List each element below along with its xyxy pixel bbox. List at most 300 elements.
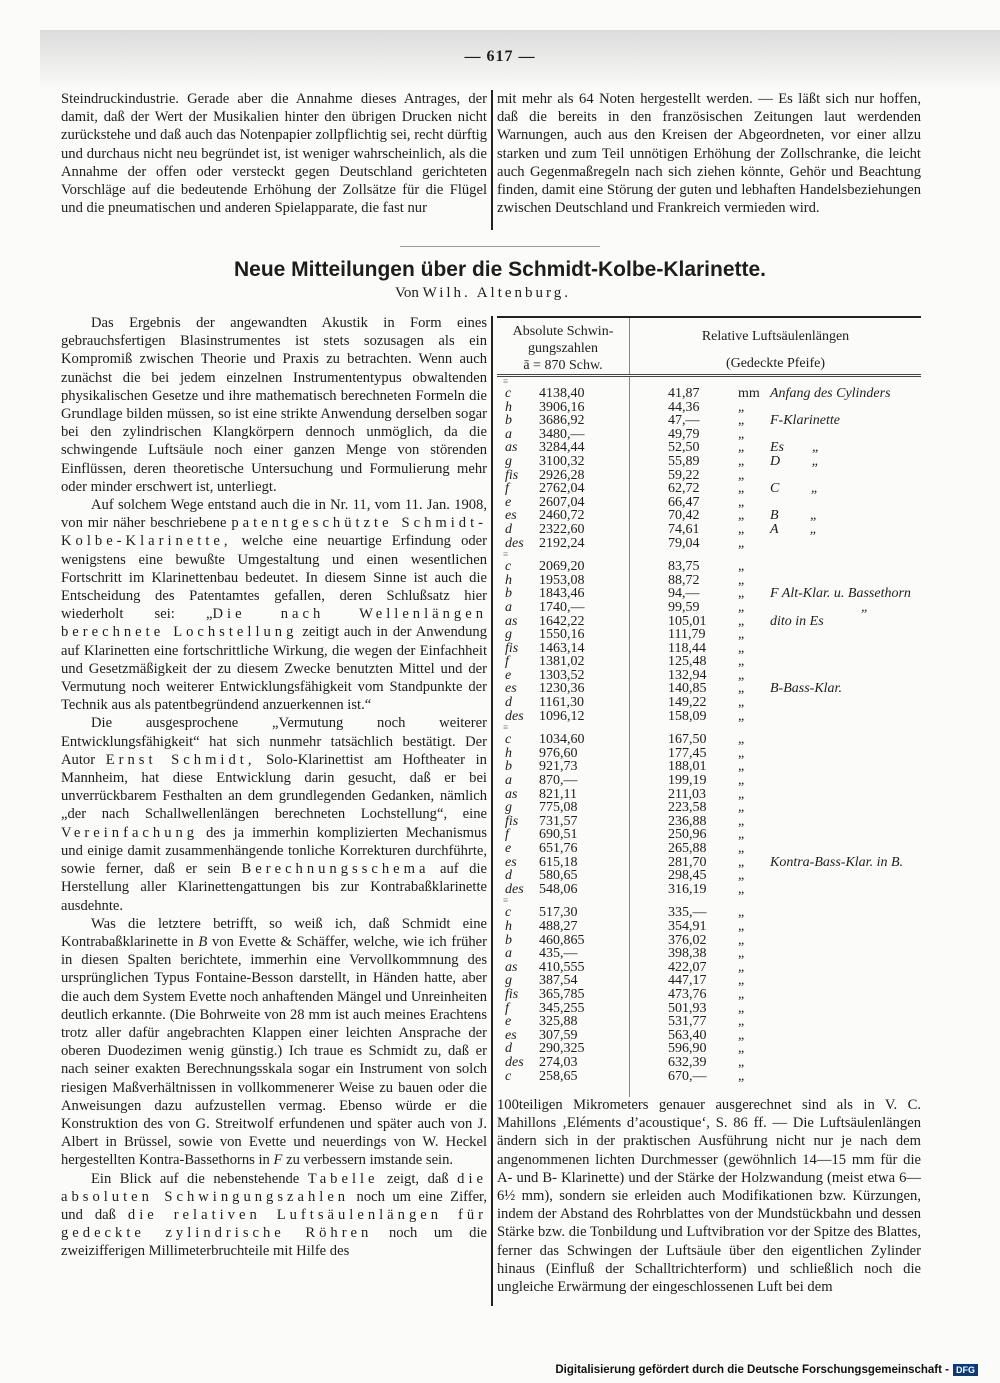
digitization-footer xyxy=(555,1364,978,1376)
cell-len: 398,38 xyxy=(668,946,707,962)
table-row xyxy=(497,587,921,601)
table-row xyxy=(497,1015,921,1029)
header-absolute-frequencies: Absolute Schwin- gungszahlen ā = 870 Schw. xyxy=(497,318,630,374)
cell-unit: „ xyxy=(738,959,745,975)
table-row xyxy=(497,801,921,815)
dfg-logo: DFG xyxy=(953,1364,978,1376)
cell-freq: 3686,92 xyxy=(539,413,585,429)
column-divider-top xyxy=(491,90,493,230)
cell-note: as xyxy=(505,959,518,975)
table-row xyxy=(497,733,921,747)
cell-len: 49,79 xyxy=(668,426,700,442)
cell-remark xyxy=(764,669,770,683)
cell-unit: „ xyxy=(738,759,745,775)
cell-remark xyxy=(764,1029,770,1043)
cell-unit: „ xyxy=(738,440,745,456)
cell-note: f xyxy=(505,1000,509,1016)
cell-unit: „ xyxy=(738,613,745,629)
cell-unit: „ xyxy=(738,773,745,789)
table-row xyxy=(497,974,921,988)
top-left-column xyxy=(61,90,487,217)
cell-freq: 325,88 xyxy=(539,1014,578,1030)
cell-note: c xyxy=(505,386,512,401)
cell-len: 111,79 xyxy=(668,627,706,643)
cell-freq: 387,54 xyxy=(539,973,578,989)
paragraph-2: Auf solchem Wege entstand auch die in Nr. 11, vom 11. Jan. 1908, von mir näher beschriebene patentgeschützte Schmidt-Kolbe-Klarinette, welche eine neuartige Erfindung oder wenigstens eine bewußte Umgestaltung und einen wesentlichen Fortschritt im Klarinettenbau bedeutet. In diesem Sinne ist auch die Entscheidung des Patentamtes gefallen, deren Schlußsatz hier wiederholt sei: „Die nach Wellenlängen berechnete Lochstellung zeitigt auch in der Anwendung auf Klarinetten eine fortschrittliche Wirkung, die wegen der Einfachheit und Gesetzmäßigkeit der zu diesem Zwecke benutzten Mittel und der Vermutung noch weiterer Entwicklungsfähigkeit vom Standpunkte der Technik aus als patentbegründend anzuerkennen ist.“ xyxy=(61,497,487,714)
cell-note: as xyxy=(505,440,518,456)
article-separator xyxy=(400,246,600,247)
footer-text: Digitalisierung gefördert durch die Deutsche Forschungsgemeinschaft - xyxy=(555,1364,949,1376)
octave-group xyxy=(497,377,921,550)
cell-freq: 1550,16 xyxy=(539,627,585,643)
cell-unit: „ xyxy=(738,732,745,748)
cell-remark xyxy=(764,934,770,948)
cell-unit: „ xyxy=(738,918,745,934)
cell-remark: D „ xyxy=(770,453,820,469)
cell-remark xyxy=(764,560,770,574)
table-row xyxy=(497,920,921,934)
table-row xyxy=(497,747,921,761)
cell-unit: „ xyxy=(738,535,745,551)
cell-remark: F Alt-Klar. u. Bassethorn xyxy=(770,586,911,602)
cell-unit: „ xyxy=(738,494,745,510)
cell-freq: 580,65 xyxy=(539,868,578,884)
cell-unit: „ xyxy=(738,521,745,537)
octave-group xyxy=(497,550,921,723)
cell-unit: „ xyxy=(738,986,745,1002)
cell-len: 125,48 xyxy=(668,654,707,670)
cell-remark xyxy=(764,920,770,934)
cell-unit: mm xyxy=(738,386,760,401)
octave-mark: ≡ xyxy=(503,549,509,560)
cell-freq: 307,59 xyxy=(539,1027,578,1043)
cell-remark xyxy=(764,988,770,1002)
cell-remark xyxy=(764,1056,770,1070)
table-row xyxy=(497,601,921,615)
cell-freq: 4138,40 xyxy=(539,386,585,401)
cell-remark xyxy=(764,974,770,988)
cell-remark: „ xyxy=(770,599,869,615)
table-row xyxy=(497,788,921,802)
cell-unit: „ xyxy=(738,467,745,483)
cell-remark xyxy=(764,1015,770,1029)
article-right-continuation xyxy=(497,1096,921,1296)
cell-freq: 1303,52 xyxy=(539,667,585,683)
cell-freq: 731,57 xyxy=(539,813,578,829)
table-row xyxy=(497,387,921,401)
cell-unit: „ xyxy=(738,627,745,643)
article-byline xyxy=(395,285,571,302)
cell-len: 79,04 xyxy=(668,535,700,551)
cell-remark xyxy=(764,428,770,442)
cell-remark: B „ xyxy=(770,508,818,524)
cell-remark xyxy=(764,883,770,897)
cell-freq: 921,73 xyxy=(539,759,578,775)
table-row xyxy=(497,496,921,510)
byline-prefix: Von xyxy=(395,285,419,301)
cell-note: d xyxy=(505,1041,512,1057)
cell-note: b xyxy=(505,413,512,429)
table-row xyxy=(497,696,921,710)
cell-freq: 821,11 xyxy=(539,786,577,802)
cell-len: 55,89 xyxy=(668,453,700,469)
cell-freq: 2322,60 xyxy=(539,521,585,537)
cell-note: f xyxy=(505,827,509,843)
cell-note: fis xyxy=(505,467,519,483)
cell-note: e xyxy=(505,1014,512,1030)
cell-freq: 290,325 xyxy=(539,1041,585,1057)
cell-note: g xyxy=(505,973,512,989)
cell-len: 632,39 xyxy=(668,1054,707,1070)
octave-group xyxy=(497,723,921,896)
cell-note: d xyxy=(505,695,512,711)
cell-freq: 1642,22 xyxy=(539,613,585,629)
cell-note: f xyxy=(505,654,509,670)
table-row xyxy=(497,628,921,642)
cell-note: des xyxy=(505,881,524,897)
table-row xyxy=(497,682,921,696)
table-row xyxy=(497,509,921,523)
cell-len: 596,90 xyxy=(668,1041,707,1057)
cell-note: es xyxy=(505,508,517,524)
cell-note: c xyxy=(505,559,512,575)
cell-len: 236,88 xyxy=(668,813,707,829)
cell-freq: 615,18 xyxy=(539,854,578,870)
table-row xyxy=(497,414,921,428)
cell-freq: 2069,20 xyxy=(539,559,585,575)
cell-unit: „ xyxy=(738,932,745,948)
cell-freq: 1843,46 xyxy=(539,586,585,602)
cell-remark: Kontra-Bass-Klar. in B. xyxy=(770,854,904,870)
paragraph-5: Ein Blick auf die nebenstehende Tabelle zeigt, daß die absoluten Schwingungszahlen noch um eine Ziffer, und daß die relativen Luftsäulenlängen für gedeckte zylindrische Röhren noch um die zweizifferigen Millimeterbruchteile mit Hilfe des xyxy=(61,1170,487,1260)
article-left-column xyxy=(61,314,487,1261)
table-row xyxy=(497,1070,921,1084)
cell-remark xyxy=(764,961,770,975)
cell-len: 47,— xyxy=(668,413,700,429)
cell-len: 563,40 xyxy=(668,1027,707,1043)
cell-note: a xyxy=(505,599,512,615)
cell-len: 41,87 xyxy=(668,386,700,401)
cell-note: b xyxy=(505,759,512,775)
cell-freq: 1953,08 xyxy=(539,572,585,588)
cell-note: es xyxy=(505,681,517,697)
cell-remark xyxy=(764,801,770,815)
paragraph-3: Die ausgesprochene „Vermutung noch weiterer Entwicklungsfähigkeit“ hat sich nunmehr tatsächlich bestätigt. Der Autor Ernst Schmidt, Solo-Klarinettist am Hoftheater in Mannheim, hat diese Entwicklung darin gesucht, daß er bei unverrückbarem Festhalten an dem grundlegenden Gedanken, nämlich „der nach Schallwellenlängen berechneten Lochstellung“, eine Vereinfachung des ja immerhin komplizierten Mechanismus und einige damit zusammenhängende tonliche Korrekturen durchführte, sowie ferner, daß er sein Berechnungsschema auf die Herstellung aller Klarinettengattungen bis zur Kontrabaßklarinette ausdehnte. xyxy=(61,715,487,914)
continuation-text: 100teiligen Mikrometers genauer ausgerechnet sind als in V. C. Mahillons ‚Eléments d’acoustique‘, S. 86 ff. — Die Luftsäulenlängen ändern sich in der praktischen Ausführung nicht nur je nach dem angenommenen lichten Durchmesser (gewöhnlich 14—15 mm für die A- und B- Klarinette) und der Stärke der Holzwandung (meist etwa 6—6½ mm), sondern sie erleiden auch Modifikationen bzw. Kürzungen, indem der Abstand des Rohrblattes von der Mundstückbahn und dessen Stärke bzw. die Tonbildung und Luftvibration vor der Spitze des Blattes, ferner das Schwingen der Luftsäule über den eigentlichen Zylinder hinaus (Einfluß der Schalltrichterform) und schließlich noch die ungleiche Erwärmung der eingeschlossenen Luft bei dem xyxy=(497,1097,921,1296)
cell-unit: „ xyxy=(738,413,745,429)
cell-len: 62,72 xyxy=(668,481,700,497)
table-row xyxy=(497,906,921,920)
cell-remark xyxy=(764,774,770,788)
cell-len: 501,93 xyxy=(668,1000,707,1016)
cell-freq: 517,30 xyxy=(539,905,578,921)
cell-note: fis xyxy=(505,986,519,1002)
table-row xyxy=(497,934,921,948)
cell-unit: „ xyxy=(738,640,745,656)
table-row xyxy=(497,988,921,1002)
table-row xyxy=(497,947,921,961)
cell-freq: 1161,30 xyxy=(539,695,584,711)
cell-freq: 1230,36 xyxy=(539,681,585,697)
cell-len: 83,75 xyxy=(668,559,700,575)
cell-len: 149,22 xyxy=(668,695,707,711)
cell-len: 211,03 xyxy=(668,786,706,802)
cell-unit: „ xyxy=(738,1000,745,1016)
cell-freq: 274,03 xyxy=(539,1054,578,1070)
article-title: Neue Mitteilungen über die Schmidt-Kolbe-Klarinette. xyxy=(233,258,767,281)
cell-len: 199,19 xyxy=(668,773,707,789)
cell-freq: 1096,12 xyxy=(539,708,585,724)
cell-remark: Es „ xyxy=(770,440,820,456)
cell-remark xyxy=(764,537,770,551)
cell-remark xyxy=(764,655,770,669)
cell-remark xyxy=(764,788,770,802)
cell-unit: „ xyxy=(738,868,745,884)
table-row xyxy=(497,815,921,829)
cell-freq: 3100,32 xyxy=(539,453,585,469)
cell-len: 105,01 xyxy=(668,613,707,629)
cell-note: c xyxy=(505,732,512,748)
cell-remark: Anfang des Cylinders xyxy=(770,386,891,401)
octave-mark: ≡ xyxy=(503,895,509,906)
table-row xyxy=(497,642,921,656)
byline-author: Wilh. Altenburg. xyxy=(422,285,572,301)
cell-note: fis xyxy=(505,813,519,829)
cell-len: 316,19 xyxy=(668,881,707,897)
table-row xyxy=(497,441,921,455)
cell-freq: 460,865 xyxy=(539,932,585,948)
cell-note: h xyxy=(505,572,512,588)
cell-note: g xyxy=(505,800,512,816)
cell-len: 88,72 xyxy=(668,572,700,588)
cell-note: e xyxy=(505,494,512,510)
cell-freq: 2607,04 xyxy=(539,494,585,510)
cell-unit: „ xyxy=(738,1068,745,1084)
table-row xyxy=(497,537,921,551)
cell-freq: 2192,24 xyxy=(539,535,585,551)
cell-note: d xyxy=(505,868,512,884)
cell-unit: „ xyxy=(738,654,745,670)
table-row xyxy=(497,1002,921,1016)
cell-len: 670,— xyxy=(668,1068,707,1084)
cell-unit: „ xyxy=(738,695,745,711)
cell-remark: dito in Es xyxy=(770,613,824,629)
table-row xyxy=(497,560,921,574)
cell-freq: 775,08 xyxy=(539,800,578,816)
cell-note: h xyxy=(505,918,512,934)
cell-note: a xyxy=(505,946,512,962)
table-body xyxy=(497,377,921,1083)
cell-note: b xyxy=(505,932,512,948)
cell-freq: 1740,— xyxy=(539,599,585,615)
table-row xyxy=(497,842,921,856)
cell-remark xyxy=(764,496,770,510)
cell-unit: „ xyxy=(738,813,745,829)
cell-freq: 2460,72 xyxy=(539,508,585,524)
cell-len: 52,50 xyxy=(668,440,700,456)
cell-remark xyxy=(764,1042,770,1056)
header-relative-lengths: Relative Luftsäulenlängen (Gedeckte Pfeife) xyxy=(701,329,850,371)
cell-note: as xyxy=(505,613,518,629)
cell-remark: A „ xyxy=(770,521,818,537)
cell-note: fis xyxy=(505,640,519,656)
cell-remark xyxy=(764,642,770,656)
cell-len: 70,42 xyxy=(668,508,700,524)
cell-len: 99,59 xyxy=(668,599,700,615)
cell-len: 118,44 xyxy=(668,640,706,656)
cell-len: 298,45 xyxy=(668,868,707,884)
table-row xyxy=(497,655,921,669)
cell-remark xyxy=(764,469,770,483)
octave-mark: ≡ xyxy=(503,376,509,386)
column-divider-main xyxy=(491,316,493,1306)
cell-note: des xyxy=(505,535,524,551)
cell-note: des xyxy=(505,1054,524,1070)
cell-unit: „ xyxy=(738,800,745,816)
cell-remark xyxy=(764,574,770,588)
table-row xyxy=(497,1042,921,1056)
cell-remark xyxy=(764,747,770,761)
cell-remark xyxy=(764,628,770,642)
cell-unit: „ xyxy=(738,599,745,615)
cell-note: c xyxy=(505,905,512,921)
cell-note: e xyxy=(505,841,512,856)
cell-unit: „ xyxy=(738,1054,745,1070)
cell-note: h xyxy=(505,745,512,761)
cell-unit: „ xyxy=(738,453,745,469)
table-row xyxy=(497,1029,921,1043)
table-row xyxy=(497,523,921,537)
cell-freq: 2926,28 xyxy=(539,467,585,483)
cell-freq: 3906,16 xyxy=(539,399,585,415)
cell-len: 167,50 xyxy=(668,732,707,748)
cell-unit: „ xyxy=(738,586,745,602)
cell-freq: 1381,02 xyxy=(539,654,585,670)
cell-unit: „ xyxy=(738,946,745,962)
table-row xyxy=(497,774,921,788)
cell-unit: „ xyxy=(738,1027,745,1043)
paragraph-1: Das Ergebnis der angewandten Akustik in Form eines gebrauchsfertigen Blasinstrumentes ist stets sozusagen als ein Kompromiß zwischen Theorie und Praxis zu betrachten. Wenn auch zunächst die bei jedem einzelnen Instrumententypus obwaltenden physikalischen Gesetze und ihre mathematisch berechneten Formeln die Grundlage bilden müssen, so ist eine strikte Anwendung derselben sogar bei den zylindrischen Klangkörpern dennoch unmöglich, da die schwingende Luftsäule noch einer ganzen Menge von störenden Einflüssen, deren theoretische Untersuchung und Formulierung mehr oder minder erschwert ist, unterliegt. xyxy=(61,315,487,495)
cell-remark xyxy=(764,828,770,842)
cell-len: 335,— xyxy=(668,905,707,921)
cell-len: 250,96 xyxy=(668,827,707,843)
cell-remark: F-Klarinette xyxy=(770,413,840,429)
cell-freq: 258,65 xyxy=(539,1068,578,1084)
cell-note: c xyxy=(505,1068,512,1084)
cell-len: 473,76 xyxy=(668,986,707,1002)
cell-unit: „ xyxy=(738,827,745,843)
cell-note: es xyxy=(505,854,517,870)
cell-freq: 3480,— xyxy=(539,426,585,442)
cell-note: h xyxy=(505,399,512,415)
cell-len: 158,09 xyxy=(668,708,707,724)
cell-unit: „ xyxy=(738,399,745,415)
paragraph-4: Was die letztere betrifft, so weiß ich, daß Schmidt eine Kontrabaßklarinette in B von Evette & Schäffer, welche, wie ich früher in diesen Spalten berichtete, immerhin eine Vervollkommnung des ursprünglichen Typus Fontaine-Besson darstellt, in Händen hatte, aber die auch dem System Evette noch anhaftenden Mängel und Unreinheiten deutlich erkannte. (Die Bohrweite von 28 mm ist auch meines Erachtens trotz aller dafür angebrachten Klappen einer leichten Ansprache der oberen Duodezimen wenig günstig.) Ich traue es Schmidt zu, daß er nach seiner exakten Berechnungsskala sogar ein Instrument von solch riesigen Maßverhältnissen in vollkommenerer Weise zu bauen oder die Anweisungen dazu aufzustellen vermag. Ebenso würde er die Konstruktion des von G. Streitwolf erfundenen und später auch von J. Albert in Brüssel, sowie von Evette und neuerdings von W. Heckel hergestellten Kontra-Bassethorns in F zu verbessern imstande sein. xyxy=(61,915,488,1169)
cell-len: 140,85 xyxy=(668,681,707,697)
cell-freq: 2762,04 xyxy=(539,481,585,497)
cell-freq: 651,76 xyxy=(539,841,578,856)
cell-freq: 976,60 xyxy=(539,745,578,761)
cell-unit: „ xyxy=(738,786,745,802)
cell-remark xyxy=(764,815,770,829)
cell-remark xyxy=(764,947,770,961)
cell-unit: „ xyxy=(738,905,745,921)
cell-remark: C „ xyxy=(770,481,819,497)
cell-len: 59,22 xyxy=(668,467,700,483)
page-number: — 617 — xyxy=(464,48,536,65)
top-left-text: Steindruckindustrie. Gerade aber die Annahme dieses Antrages, der damit, daß der Wert der Musikalien hinter den übrigen Drucken nicht zurückstehe und daß auch das Notenpapier zollpflichtig sei, recht dürftig und durchaus nicht neu begründet ist, ist weniger wahrscheinlich, als die Annahme der offen oder versteckt gegen Deutschland gerichteten Vorschläge auf die bedeutende Erhöhung der Zollsätze für die Flügel und die pneumatischen und anderen Spielapparate, die fast nur xyxy=(61,91,487,217)
table-row xyxy=(497,455,921,469)
cell-note: g xyxy=(505,453,512,469)
cell-note: as xyxy=(505,786,518,802)
cell-freq: 435,— xyxy=(539,946,578,962)
cell-remark xyxy=(764,1002,770,1016)
cell-remark xyxy=(764,401,770,415)
table-row xyxy=(497,883,921,897)
cell-unit: „ xyxy=(738,1014,745,1030)
cell-len: 188,01 xyxy=(668,759,707,775)
cell-remark xyxy=(764,733,770,747)
cell-len: 74,61 xyxy=(668,521,700,537)
cell-freq: 690,51 xyxy=(539,827,578,843)
cell-unit: „ xyxy=(738,572,745,588)
cell-unit: „ xyxy=(738,667,745,683)
cell-len: 531,77 xyxy=(668,1014,707,1030)
table-row xyxy=(497,428,921,442)
cell-freq: 345,255 xyxy=(539,1000,585,1016)
cell-note: g xyxy=(505,627,512,643)
table-row xyxy=(497,401,921,415)
cell-freq: 488,27 xyxy=(539,918,578,934)
cell-unit: „ xyxy=(738,681,745,697)
cell-unit: „ xyxy=(738,481,745,497)
cell-freq: 870,— xyxy=(539,773,578,789)
table-row xyxy=(497,615,921,629)
cell-note: des xyxy=(505,708,524,724)
table-row xyxy=(497,482,921,496)
cell-unit: „ xyxy=(738,841,745,856)
cell-note: b xyxy=(505,586,512,602)
cell-len: 132,94 xyxy=(668,667,707,683)
cell-remark xyxy=(764,842,770,856)
cell-remark xyxy=(764,869,770,883)
cell-unit: „ xyxy=(738,1041,745,1057)
table-row xyxy=(497,710,921,724)
cell-freq: 365,785 xyxy=(539,986,585,1002)
cell-unit: „ xyxy=(738,508,745,524)
cell-freq: 1463,14 xyxy=(539,640,585,656)
cell-remark xyxy=(764,906,770,920)
cell-freq: 410,555 xyxy=(539,959,585,975)
cell-freq: 3284,44 xyxy=(539,440,585,456)
cell-note: f xyxy=(505,481,509,497)
frequency-table xyxy=(497,316,921,1094)
cell-len: 422,07 xyxy=(668,959,707,975)
cell-freq: 548,06 xyxy=(539,881,578,897)
cell-note: e xyxy=(505,667,512,683)
cell-remark xyxy=(764,710,770,724)
cell-unit: „ xyxy=(738,708,745,724)
table-row xyxy=(497,828,921,842)
cell-freq: 1034,60 xyxy=(539,732,585,748)
table-row xyxy=(497,669,921,683)
octave-mark: ≡ xyxy=(503,722,509,733)
cell-len: 177,45 xyxy=(668,745,707,761)
table-row xyxy=(497,1056,921,1070)
top-right-text: mit mehr als 64 Noten hergestellt werden. — Es läßt sich nur hoffen, daß die bereits in den französischen Zeitungen laut werdenden Warnungen, auch aus den Kreisen der Abgeordneten, vor einer allzu starken und zum Teil unnötigen Erhöhung der Zollschranke, die leicht auch Gegenmaßregeln nach sich ziehen könnte, Gehör und Beachtung finden, damit eine Störung der guten und lebhaften Handelsbeziehungen zwischen Deutschland und Frankreich vermieden wird. xyxy=(497,91,921,217)
cell-len: 354,91 xyxy=(668,918,707,934)
cell-len: 94,— xyxy=(668,586,700,602)
